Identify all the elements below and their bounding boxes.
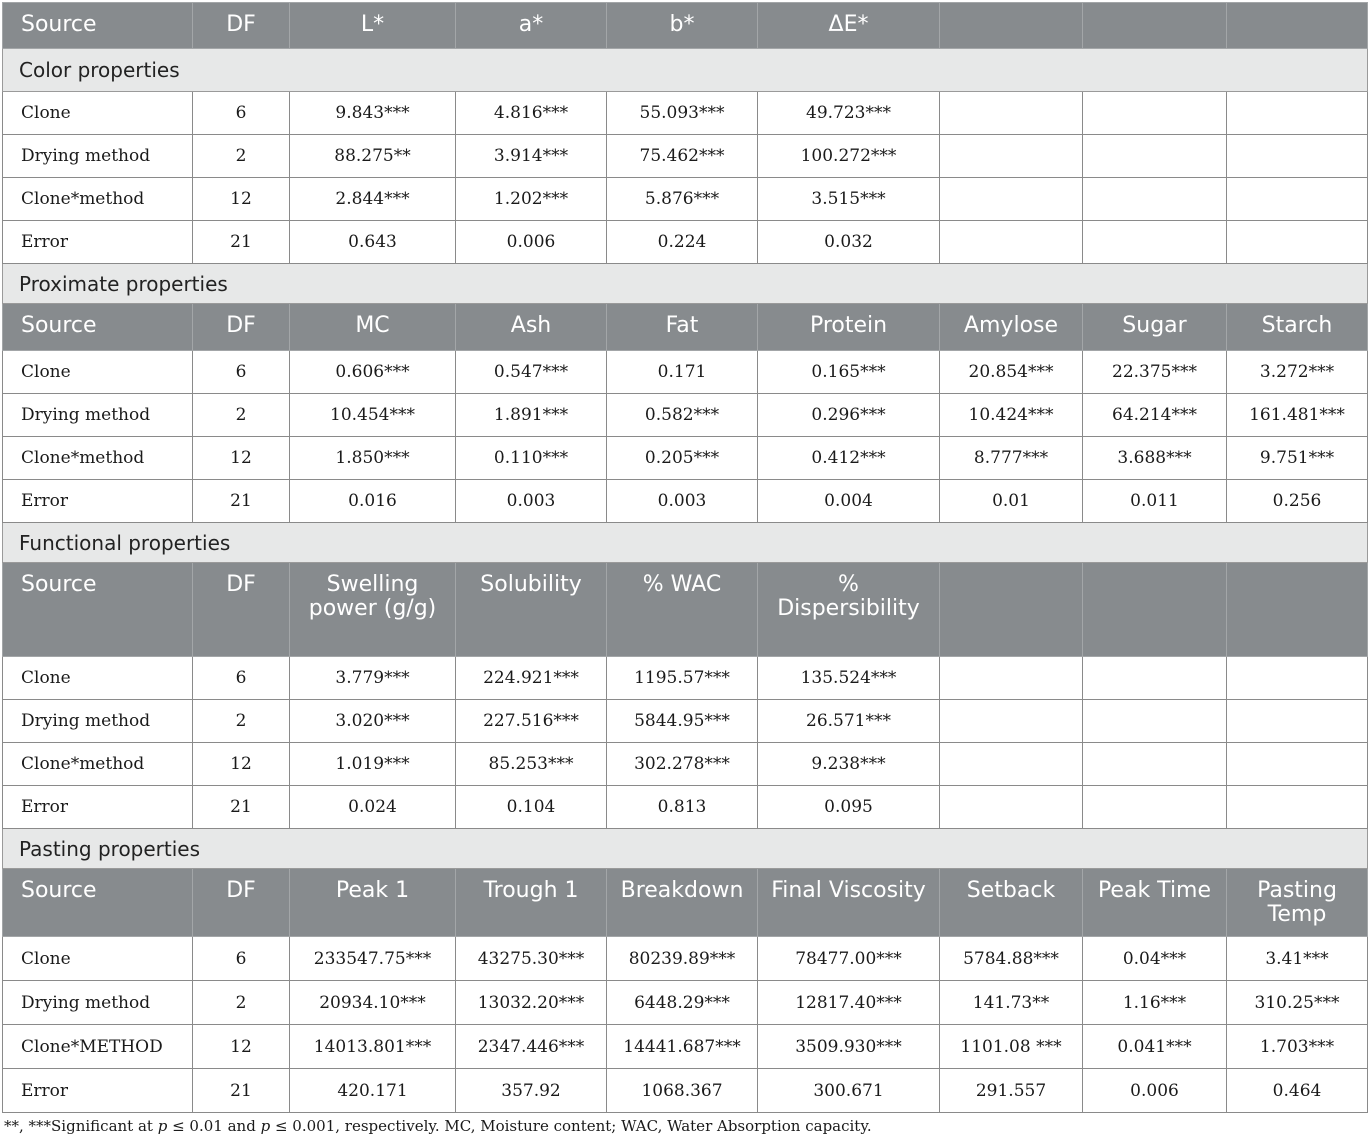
table-cell: Clone*METHOD <box>3 1025 193 1069</box>
table-row <box>3 221 1368 264</box>
table-cell: 0.256 <box>1227 480 1368 523</box>
table-cell <box>1227 92 1368 135</box>
table-cell: 78477.00*** <box>758 937 940 981</box>
table-cell: 0.04*** <box>1083 937 1227 981</box>
header-cell: DF <box>193 563 290 657</box>
table-cell: Clone*method <box>3 743 193 786</box>
table-cell: 5844.95*** <box>607 700 758 743</box>
table-cell <box>1083 92 1227 135</box>
table-cell: 14441.687*** <box>607 1025 758 1069</box>
section-title: Functional properties <box>3 523 1368 563</box>
header-cell: Peak Time <box>1083 869 1227 937</box>
table-cell: 420.171 <box>290 1069 456 1113</box>
table-cell: 3.779*** <box>290 657 456 700</box>
table-cell: 0.095 <box>758 786 940 829</box>
table-cell: 3.41*** <box>1227 937 1368 981</box>
header-cell: DF <box>193 304 290 351</box>
table-cell: 1101.08 *** <box>940 1025 1083 1069</box>
header-cell: Trough 1 <box>456 869 607 937</box>
table-cell: 20934.10*** <box>290 981 456 1025</box>
table-cell: Drying method <box>3 700 193 743</box>
table-cell: 1.16*** <box>1083 981 1227 1025</box>
table-cell: 8.777*** <box>940 437 1083 480</box>
table-cell <box>1227 178 1368 221</box>
color-section <box>3 3 1368 264</box>
table-cell: 80239.89*** <box>607 937 758 981</box>
table-cell: 64.214*** <box>1083 394 1227 437</box>
table-footnote <box>4 1117 872 1135</box>
table-cell: 227.516*** <box>456 700 607 743</box>
table-row <box>3 743 1368 786</box>
table-cell: 0.606*** <box>290 351 456 394</box>
table-cell <box>940 657 1083 700</box>
table-cell: 2 <box>193 700 290 743</box>
table-cell: 0.006 <box>456 221 607 264</box>
table-cell: 3509.930*** <box>758 1025 940 1069</box>
header-cell: a* <box>456 3 607 49</box>
table-cell: 0.547*** <box>456 351 607 394</box>
header-cell: Pasting Temp <box>1227 869 1368 937</box>
table-cell: Clone <box>3 657 193 700</box>
table-cell: 233547.75*** <box>290 937 456 981</box>
table-cell: 55.093*** <box>607 92 758 135</box>
table-cell: 100.272*** <box>758 135 940 178</box>
header-cell: Source <box>3 869 193 937</box>
table-cell <box>1227 657 1368 700</box>
table-cell: 1.703*** <box>1227 1025 1368 1069</box>
table-cell: 6 <box>193 92 290 135</box>
table-cell: 0.041*** <box>1083 1025 1227 1069</box>
table-cell: 1068.367 <box>607 1069 758 1113</box>
header-cell <box>1083 3 1227 49</box>
table-cell: 0.016 <box>290 480 456 523</box>
table-cell: 300.671 <box>758 1069 940 1113</box>
table-cell: 49.723*** <box>758 92 940 135</box>
table-row <box>3 700 1368 743</box>
header-cell: Peak 1 <box>290 869 456 937</box>
table-cell: 0.003 <box>607 480 758 523</box>
table-row <box>3 351 1368 394</box>
header-cell: Swelling power (g/g) <box>290 563 456 657</box>
section-title-row <box>3 264 1368 304</box>
table-cell: Clone <box>3 937 193 981</box>
header-cell: Sugar <box>1083 304 1227 351</box>
header-cell: Fat <box>607 304 758 351</box>
table-cell: 9.751*** <box>1227 437 1368 480</box>
anova-table <box>2 2 1368 1113</box>
table-row <box>3 480 1368 523</box>
table-cell: 3.914*** <box>456 135 607 178</box>
header-cell: Final Viscosity <box>758 869 940 937</box>
table-cell: 12 <box>193 1025 290 1069</box>
header-cell: Breakdown <box>607 869 758 937</box>
table-cell: Drying method <box>3 981 193 1025</box>
table-cell <box>1083 786 1227 829</box>
table-cell: 3.688*** <box>1083 437 1227 480</box>
table-cell: 0.003 <box>456 480 607 523</box>
table-cell <box>1083 135 1227 178</box>
section-title-row <box>3 523 1368 563</box>
table-cell: 9.843*** <box>290 92 456 135</box>
table-cell: 6448.29*** <box>607 981 758 1025</box>
table-cell: 85.253*** <box>456 743 607 786</box>
table-cell: 12 <box>193 437 290 480</box>
table-cell: 161.481*** <box>1227 394 1368 437</box>
table-row <box>3 178 1368 221</box>
table-cell <box>1083 657 1227 700</box>
table-cell: 291.557 <box>940 1069 1083 1113</box>
section-title-row <box>3 829 1368 869</box>
table-cell <box>1227 786 1368 829</box>
table-cell: 141.73** <box>940 981 1083 1025</box>
table-cell <box>1227 700 1368 743</box>
table-cell: 1.202*** <box>456 178 607 221</box>
table-cell: 2 <box>193 981 290 1025</box>
table-cell: 3.020*** <box>290 700 456 743</box>
table-cell: Clone <box>3 92 193 135</box>
table-cell: 0.004 <box>758 480 940 523</box>
table-row <box>3 657 1368 700</box>
table-cell: 135.524*** <box>758 657 940 700</box>
table-cell <box>1227 221 1368 264</box>
table-cell: 3.272*** <box>1227 351 1368 394</box>
table-cell: 2 <box>193 135 290 178</box>
header-cell: ΔE* <box>758 3 940 49</box>
table-cell <box>940 135 1083 178</box>
table-cell: 5784.88*** <box>940 937 1083 981</box>
table-cell: 21 <box>193 480 290 523</box>
table-cell: 0.464 <box>1227 1069 1368 1113</box>
table-cell: 12 <box>193 743 290 786</box>
section-title: Color properties <box>3 49 1368 92</box>
footnote-text: ≤ 0.01 and <box>167 1117 261 1135</box>
header-cell: Source <box>3 563 193 657</box>
table-cell: 224.921*** <box>456 657 607 700</box>
footnote-p-symbol: p <box>260 1117 271 1135</box>
header-cell: MC <box>290 304 456 351</box>
table-cell: Error <box>3 221 193 264</box>
header-cell: % Dispersibility <box>758 563 940 657</box>
table-cell: 0.224 <box>607 221 758 264</box>
table-cell: 6 <box>193 657 290 700</box>
table-cell <box>1083 743 1227 786</box>
proximate-section <box>3 264 1368 523</box>
table-cell: 2347.446*** <box>456 1025 607 1069</box>
table-cell: Error <box>3 480 193 523</box>
table-row <box>3 1025 1368 1069</box>
table-cell: 0.104 <box>456 786 607 829</box>
table-cell: 0.032 <box>758 221 940 264</box>
table-cell: 0.011 <box>1083 480 1227 523</box>
table-cell: 0.01 <box>940 480 1083 523</box>
column-header-row <box>3 304 1368 351</box>
table-row <box>3 394 1368 437</box>
table-cell: 0.296*** <box>758 394 940 437</box>
header-cell: Source <box>3 304 193 351</box>
footnote-text: **, ***Significant at <box>4 1117 158 1135</box>
header-cell <box>1083 563 1227 657</box>
table-cell: Clone <box>3 351 193 394</box>
table-cell <box>1083 700 1227 743</box>
table-cell: 0.643 <box>290 221 456 264</box>
footnote-text: ≤ 0.001, respectively. MC, Moisture content; WAC, Water Absorption capacity. <box>270 1117 872 1135</box>
table-cell: Clone*method <box>3 178 193 221</box>
table-cell: 2.844*** <box>290 178 456 221</box>
section-title-row <box>3 49 1368 92</box>
header-cell: Protein <box>758 304 940 351</box>
table-cell: 21 <box>193 1069 290 1113</box>
header-cell: Setback <box>940 869 1083 937</box>
table-cell: Clone*method <box>3 437 193 480</box>
table-cell: 1.891*** <box>456 394 607 437</box>
section-title: Proximate properties <box>3 264 1368 304</box>
table-cell <box>1227 135 1368 178</box>
table-cell: 302.278*** <box>607 743 758 786</box>
table-cell: Drying method <box>3 394 193 437</box>
table-cell: 21 <box>193 221 290 264</box>
table-cell: 0.205*** <box>607 437 758 480</box>
table-cell: 6 <box>193 351 290 394</box>
table-cell <box>940 178 1083 221</box>
table-cell: 9.238*** <box>758 743 940 786</box>
table-cell: 12817.40*** <box>758 981 940 1025</box>
table-cell: 5.876*** <box>607 178 758 221</box>
header-cell: Ash <box>456 304 607 351</box>
table-cell: 6 <box>193 937 290 981</box>
table-cell: 0.582*** <box>607 394 758 437</box>
header-cell: L* <box>290 3 456 49</box>
table-cell <box>940 786 1083 829</box>
column-header-row <box>3 3 1368 49</box>
table-cell: 1.850*** <box>290 437 456 480</box>
table-cell: 75.462*** <box>607 135 758 178</box>
table-cell: 2 <box>193 394 290 437</box>
table-cell <box>940 743 1083 786</box>
column-header-row <box>3 563 1368 657</box>
table-cell: 14013.801*** <box>290 1025 456 1069</box>
table-cell: 0.006 <box>1083 1069 1227 1113</box>
table-cell: 88.275** <box>290 135 456 178</box>
table-cell <box>940 700 1083 743</box>
table-cell: 22.375*** <box>1083 351 1227 394</box>
functional-section <box>3 523 1368 829</box>
table-cell: Error <box>3 786 193 829</box>
table-cell: 357.92 <box>456 1069 607 1113</box>
header-cell <box>1227 3 1368 49</box>
table-cell: 43275.30*** <box>456 937 607 981</box>
header-cell: b* <box>607 3 758 49</box>
table-cell: 0.813 <box>607 786 758 829</box>
table-cell <box>940 221 1083 264</box>
table-cell <box>1227 743 1368 786</box>
header-cell: Amylose <box>940 304 1083 351</box>
table-row <box>3 437 1368 480</box>
header-cell: DF <box>193 3 290 49</box>
table-cell: 0.171 <box>607 351 758 394</box>
table-row <box>3 981 1368 1025</box>
table-cell: 310.25*** <box>1227 981 1368 1025</box>
section-title: Pasting properties <box>3 829 1368 869</box>
header-cell: % WAC <box>607 563 758 657</box>
table-row <box>3 92 1368 135</box>
table-cell: 1.019*** <box>290 743 456 786</box>
table-cell: 4.816*** <box>456 92 607 135</box>
table-cell: 0.412*** <box>758 437 940 480</box>
table-cell: 10.424*** <box>940 394 1083 437</box>
table-row <box>3 1069 1368 1113</box>
table-row <box>3 937 1368 981</box>
header-cell: Starch <box>1227 304 1368 351</box>
table-cell: Drying method <box>3 135 193 178</box>
pasting-section <box>3 829 1368 1113</box>
table-cell: 21 <box>193 786 290 829</box>
header-cell <box>940 3 1083 49</box>
header-cell: Solubility <box>456 563 607 657</box>
table-cell: 3.515*** <box>758 178 940 221</box>
table-cell: 26.571*** <box>758 700 940 743</box>
table-row <box>3 135 1368 178</box>
table-cell: 0.024 <box>290 786 456 829</box>
table-cell: Error <box>3 1069 193 1113</box>
table-cell <box>940 92 1083 135</box>
table-cell: 10.454*** <box>290 394 456 437</box>
table-cell <box>1083 221 1227 264</box>
table-cell: 0.110*** <box>456 437 607 480</box>
footnote-p-symbol: p <box>157 1117 168 1135</box>
header-cell: DF <box>193 869 290 937</box>
header-cell <box>940 563 1083 657</box>
table-cell: 12 <box>193 178 290 221</box>
header-cell <box>1227 563 1368 657</box>
table-row <box>3 786 1368 829</box>
table-cell: 0.165*** <box>758 351 940 394</box>
table-cell <box>1083 178 1227 221</box>
table-cell: 1195.57*** <box>607 657 758 700</box>
table-cell: 13032.20*** <box>456 981 607 1025</box>
column-header-row <box>3 869 1368 937</box>
header-cell: Source <box>3 3 193 49</box>
table-cell: 20.854*** <box>940 351 1083 394</box>
